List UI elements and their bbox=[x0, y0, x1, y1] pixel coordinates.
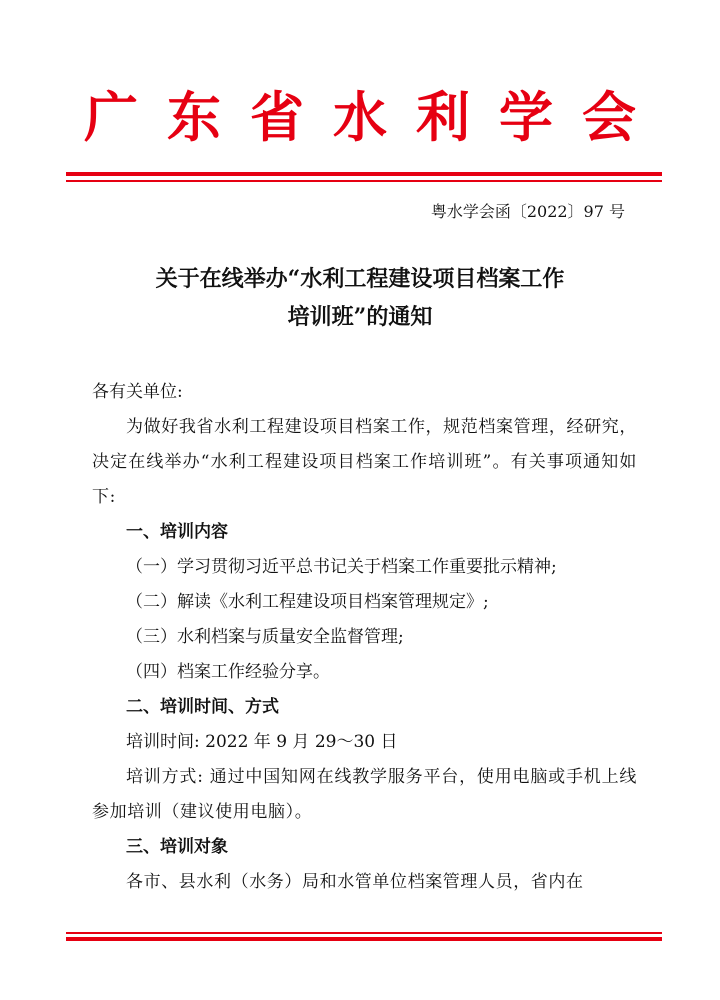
section-heading-participants: 三、培训对象 bbox=[126, 837, 228, 857]
section-heading-time-method: 二、培训时间、方式 bbox=[126, 697, 279, 717]
footer-rule-thin bbox=[66, 932, 662, 934]
header-rule-thick bbox=[66, 172, 662, 176]
document-number: 粤水学会函〔2022〕97 号 bbox=[430, 202, 625, 221]
section-heading-training-content: 一、培训内容 bbox=[126, 522, 228, 542]
document-title-line-1: 关于在线举办“水利工程建设项目档案工作 bbox=[155, 266, 565, 292]
content-item-4: （四）档案工作经验分享。 bbox=[126, 662, 330, 682]
content-item-2: （二）解读《水利工程建设项目档案管理规定》; bbox=[126, 592, 489, 612]
footer-rule-thick bbox=[66, 937, 662, 941]
training-method: 培训方式: 通过中国知网在线教学服务平台，使用电脑或手机上线参加培训（建议使用电脑）。 bbox=[92, 767, 637, 822]
content-item-1: （一）学习贯彻习近平总书记关于档案工作重要批示精神; bbox=[126, 557, 557, 577]
content-item-3: （三）水利档案与质量安全监督管理; bbox=[126, 627, 404, 647]
salutation: 各有关单位: bbox=[92, 382, 183, 402]
training-time: 培训时间: 2022 年 9 月 29～30 日 bbox=[126, 732, 398, 752]
document-title-line-2: 培训班”的通知 bbox=[287, 304, 433, 330]
document-body bbox=[92, 375, 637, 900]
intro-paragraph: 为做好我省水利工程建设项目档案工作，规范档案管理，经研究，决定在线举办“水利工程建设项目档案工作培训班”。有关事项通知如下: bbox=[92, 417, 637, 507]
header-rule-thin bbox=[66, 180, 662, 182]
participants-text: 各市、县水利（水务）局和水管单位档案管理人员，省内在 bbox=[126, 872, 584, 892]
document-title bbox=[60, 260, 660, 336]
letterhead-title: 广东省水利学会 bbox=[84, 85, 665, 149]
